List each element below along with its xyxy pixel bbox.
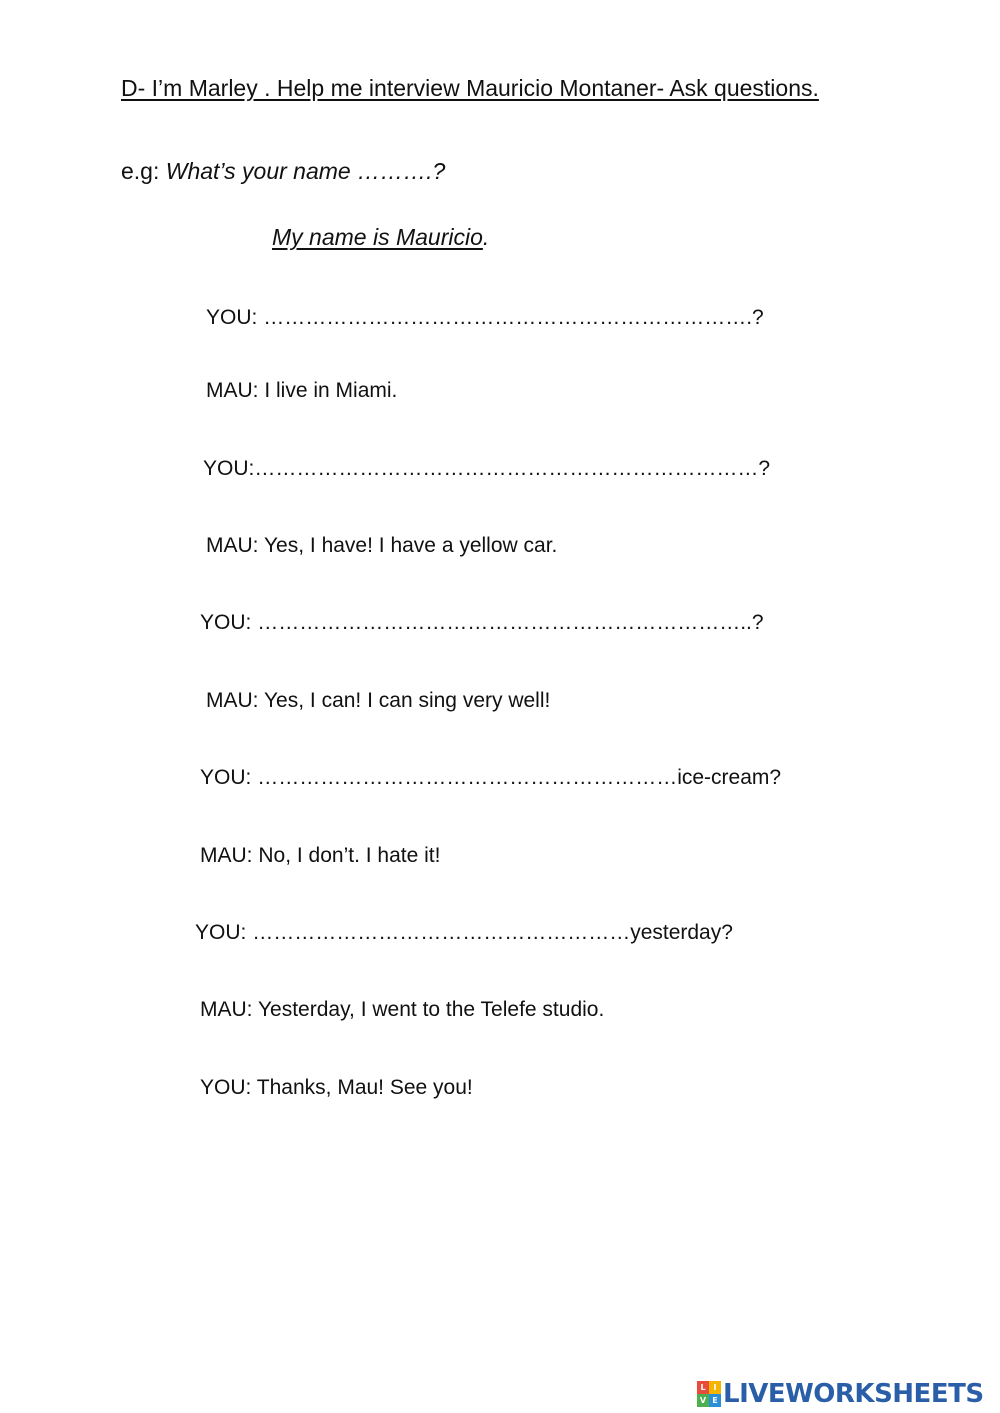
speaker-label: MAU:	[206, 689, 264, 712]
logo-text: LIVEWORKSHEETS	[723, 1379, 984, 1409]
answer-blank[interactable]: ………………………………………………yesterday?	[252, 921, 733, 944]
dialogue-line-mau-3	[206, 688, 550, 714]
dialogue-line-mau-4	[200, 843, 440, 869]
dialogue-line-you-6	[200, 1075, 473, 1101]
mau-reply: Yesterday, I went to the Telefe studio.	[257, 998, 605, 1021]
speaker-label: YOU:	[195, 921, 253, 944]
logo-letter: V	[697, 1394, 709, 1407]
dialogue-line-mau-2	[206, 533, 557, 559]
mau-reply: Yes, I have! I have a yellow car.	[263, 534, 558, 557]
speaker-label: YOU:	[206, 306, 264, 329]
answer-blank[interactable]: ………………………………………………………………?	[254, 457, 771, 480]
dialogue-line-you-1	[206, 305, 764, 331]
example-answer	[272, 224, 489, 250]
liveworksheets-logo[interactable]	[697, 1378, 984, 1410]
dialogue-line-you-2	[203, 456, 770, 482]
example-answer-text: My name is Mauricio	[272, 224, 483, 250]
example-question	[121, 158, 445, 184]
speaker-label: MAU:	[200, 844, 259, 867]
speaker-label: MAU:	[206, 379, 265, 402]
speaker-label: YOU:	[200, 611, 258, 634]
example-prefix: e.g:	[121, 158, 166, 184]
answer-blank[interactable]: ……………………………………………………………..?	[257, 611, 764, 634]
logo-mark-icon	[697, 1381, 721, 1407]
logo-letter: E	[709, 1394, 721, 1407]
you-closing: Thanks, Mau! See you!	[256, 1076, 473, 1099]
dialogue-line-you-4	[200, 765, 781, 791]
mau-reply: I live in Miami.	[264, 379, 398, 402]
mau-reply: No, I don’t. I hate it!	[258, 844, 441, 867]
worksheet-title: D- I’m Marley . Help me interview Mauricio Montaner- Ask questions.	[121, 75, 819, 101]
answer-blank[interactable]: ……………………………………………………ice-cream?	[257, 766, 782, 789]
speaker-label: YOU:	[203, 457, 255, 480]
dialogue-line-mau-1	[206, 378, 397, 404]
dialogue-line-you-5	[195, 920, 733, 946]
example-answer-end: .	[482, 224, 490, 250]
dialogue-line-you-3	[200, 610, 764, 636]
example-question-text: What’s your name ……….?	[165, 158, 446, 184]
logo-letter: L	[697, 1381, 709, 1394]
speaker-label: MAU:	[206, 534, 264, 557]
speaker-label: YOU:	[200, 1076, 257, 1099]
speaker-label: MAU:	[200, 998, 258, 1021]
mau-reply: Yes, I can! I can sing very well!	[263, 689, 551, 712]
speaker-label: YOU:	[200, 766, 258, 789]
answer-blank[interactable]: …………………………………………………………….?	[263, 306, 764, 329]
dialogue-line-mau-5	[200, 997, 604, 1023]
logo-letter: I	[709, 1381, 721, 1394]
